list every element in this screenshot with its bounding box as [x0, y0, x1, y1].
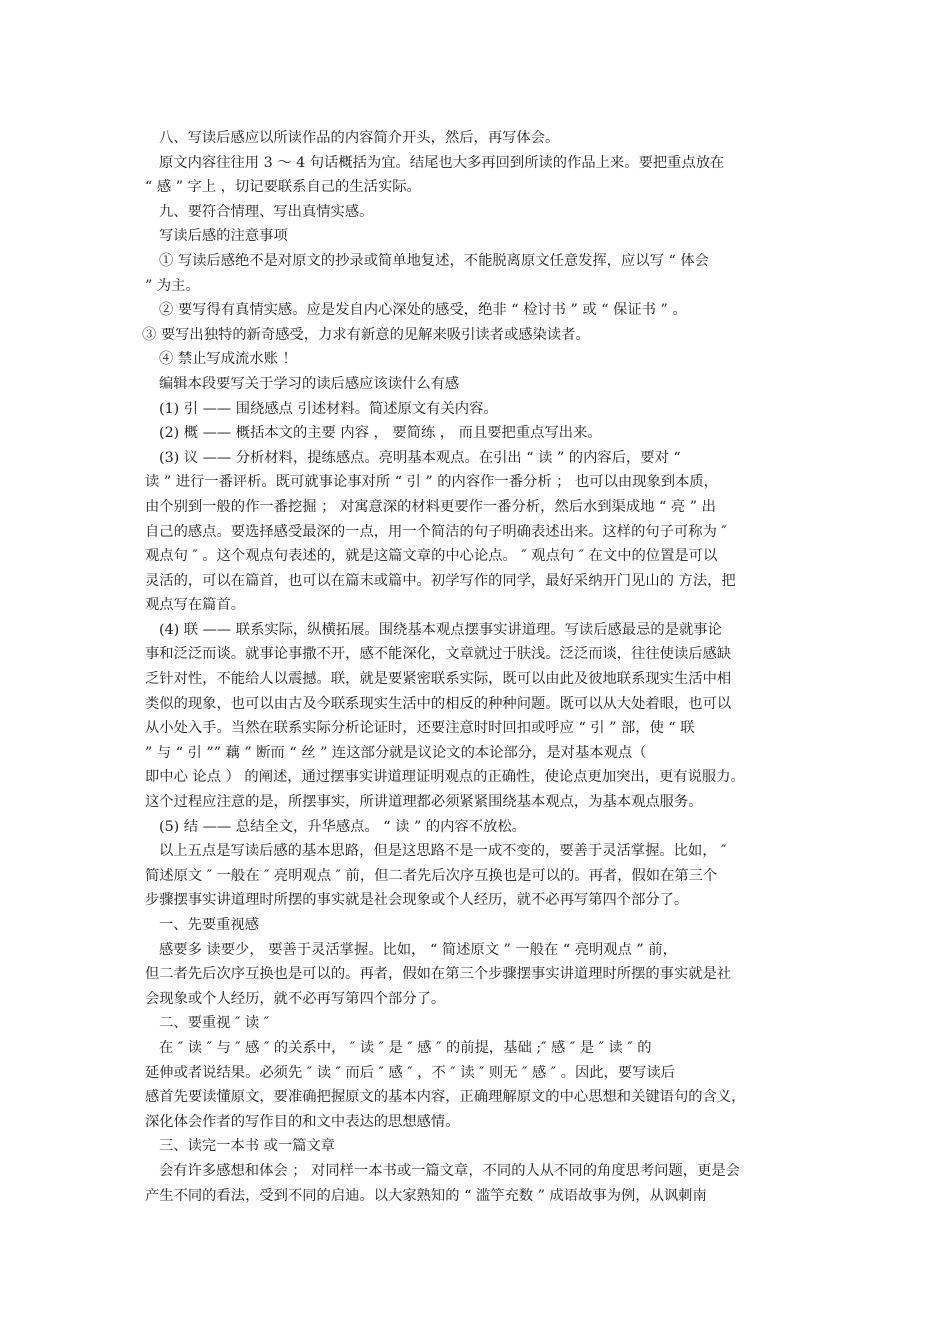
- text-line: 即中心 论点 ） 的阐述，通过摆事实讲道理证明观点的正确性，使论点更加突出，更有说服力。: [145, 769, 745, 786]
- text-line: 原文内容往往用 3 ～ 4 句话概括为宜。结尾也大多再回到所读的作品上来。要把重点放在: [159, 154, 725, 171]
- text-line: 这个过程应注意的是，所摆事实，所讲道理都必须紧紧围绕基本观点，为基本观点服务。: [145, 794, 703, 811]
- text-line: 延伸或者说结果。必须先 ″ 读 ″ 而后 ″ 感 ″ ，不 ″ 读 ″ 则无 ″ 感 ″ 。因此，要写读后: [145, 1064, 676, 1081]
- text-line: 在 ″ 读 ″ 与 ″ 感 ″ 的关系中， ″ 读 ″ 是 ″ 感 ″ 的前提，基础 ;″ 感 ″ 是 ″ 读 ″ 的: [159, 1039, 652, 1056]
- text-line: 灵活的，可以在篇首，也可以在篇末或篇中。初学写作的同学，最好采纳开门见山的 方法，把: [145, 572, 736, 589]
- text-line: “ 感 ” 字上 ，切记要联系自己的生活实际。: [145, 179, 421, 196]
- text-line: 类似的现象，也可以由古及今联系现实生活中的相反的种种问题。既可以从大处着眼，也可以: [145, 695, 732, 712]
- text-line: 写读后感的注意事项: [159, 228, 288, 245]
- text-line: 观点句 ″ 。这个观点句表述的，就是这篇文章的中心论点。 ″ 观点句 ″ 在文中的位置是可以: [145, 548, 718, 565]
- text-line: 会现象或个人经历，就不必再写第四个部分了。: [145, 990, 446, 1007]
- text-line: 编辑本段要写关于学习的读后感应该读什么有感: [159, 375, 460, 392]
- document-body: [142, 126, 815, 1208]
- text-line: 九、要符合情理、写出真情实感。: [159, 203, 374, 220]
- text-line: 事和泛泛而谈。就事论事撒不开，感不能深化，文章就过于肤浅。泛泛而谈，往往使读后感缺: [145, 646, 732, 663]
- text-line: 三、读完一本书 或一篇文章: [159, 1138, 336, 1155]
- text-line: (5) 结 —— 总结全文，升华感点。 “ 读 ” 的内容不放松。: [159, 818, 526, 835]
- text-line: 深化体会作者的写作目的和文中表达的思想感情。: [145, 1113, 460, 1130]
- text-line: 从小处入手。当然在联系实际分析论证时，还要注意时时回扣或呼应 “ 引 ” 部，使 “ 联: [145, 720, 695, 737]
- text-line: 简述原文 ″ 一般在 ″ 亮明观点 ″ 前，但二者先后次序互换也是可以的。再者，假如在第三个: [145, 867, 718, 884]
- text-line: ① 写读后感绝不是对原文的抄录或简单地复述，不能脱离原文任意发挥，应以写 “ 体会: [159, 252, 709, 269]
- text-line: 由个别到一般的作一番挖掘 ； 对寓意深的材料更要作一番分析，然后水到渠成地 “ 亮 ” 出: [145, 498, 716, 515]
- text-line: (4) 联 —— 联系实际，纵横拓展。围绕基本观点摆事实讲道理。写读后感最忌的是就事论: [159, 621, 722, 638]
- text-line: 八、写读后感应以所读作品的内容简介开头，然后，再写体会。: [159, 130, 560, 146]
- text-line: 产生不同的看法，受到不同的启迪。以大家熟知的 “ 滥竽充数 ” 成语故事为例，从讽刺南: [145, 1187, 707, 1204]
- text-line: (1) 引 —— 围绕感点 引述材料。简述原文有关内容。: [159, 400, 498, 417]
- text-line: (3) 议 —— 分析材料，提练感点。亮明基本观点。在引出 “ 读 ” 的内容后，要对 “: [159, 449, 681, 466]
- text-line: (2) 概 —— 概括本文的主要 内容 ， 要简练 ， 而且要把重点写出来。: [159, 425, 602, 442]
- text-line: 步骤摆事实讲道理时所摆的事实就是社会现象或个人经历，就不必再写第四个部分了。: [145, 892, 689, 909]
- text-line: 以上五点是写读后感的基本思路，但是这思路不是一成不变的，要善于灵活掌握。比如， ″: [159, 843, 727, 860]
- text-line: 会有许多感想和体会 ； 对同样一本书或一篇文章，不同的人从不同的角度思考问题，更是会: [159, 1162, 740, 1179]
- text-line: 感要多 读要少， 要善于灵活掌握。比如， “ 简述原文 ” 一般在 “ 亮明观点 ” 前，: [159, 941, 677, 958]
- text-line: 读 ” 进行一番评析。既可就事论事对所 “ 引 ” 的内容作一番分析 ； 也可以由现象到本质，: [145, 474, 718, 491]
- text-line: ③ 要写出独特的新奇感受，力求有新意的见解来吸引读者或感染读者。: [142, 326, 590, 343]
- text-line: ④ 禁止写成流水账 ！: [159, 351, 297, 368]
- text-line: 自己的感点。要选择感受最深的一点，用一个简洁的句子明确表述出来。这样的句子可称为 ″: [145, 523, 727, 540]
- text-line: 二、要重视 ″ 读 ″: [159, 1015, 270, 1032]
- text-line: 一、先要重视感: [159, 917, 260, 933]
- text-line: 观点写在篇首。: [145, 597, 246, 614]
- text-line: ② 要写得有真情实感。应是发自内心深处的感受，绝非 “ 检讨书 ” 或 “ 保证书 ” 。: [159, 302, 687, 319]
- text-line: 乏针对性，不能给人以震撼。联，就是要紧密联系实际，既可以由此及彼地联系现实生活中相: [145, 671, 732, 688]
- text-line: 感首先要读懂原文，要准确把握原文的基本内容，正确理解原文的中心思想和关键语句的含义，: [145, 1089, 746, 1106]
- text-line: ” 与 “ 引 ”” 藕 ” 断而 “ 丝 ” 连这部分就是议论文的本论部分，是对基本观点（: [145, 744, 647, 761]
- text-line: 但二者先后次序互换也是可以的。再者，假如在第三个步骤摆事实讲道理时所摆的事实就是社: [145, 966, 732, 983]
- text-line: ” 为主。: [145, 277, 200, 294]
